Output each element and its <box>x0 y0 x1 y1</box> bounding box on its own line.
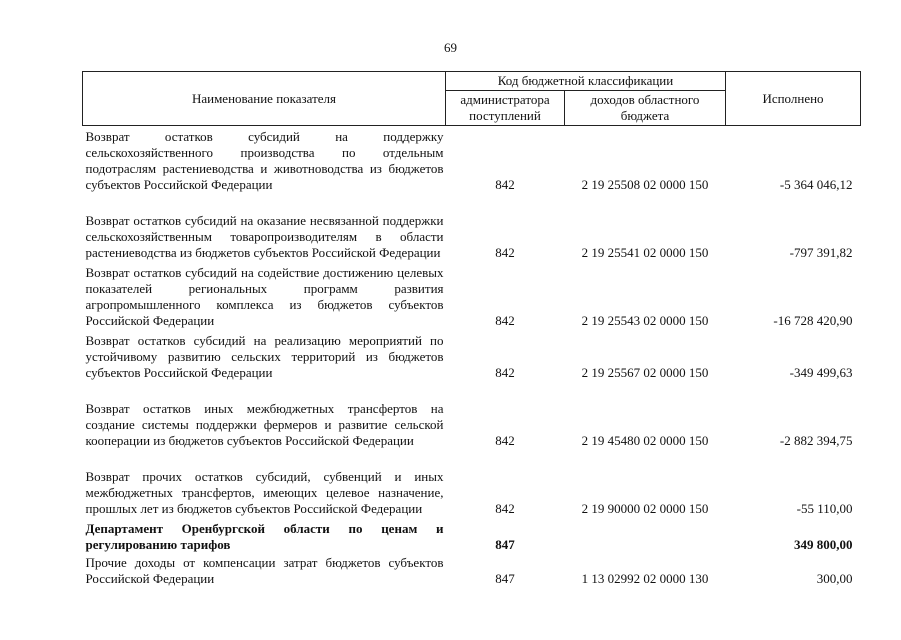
row-amount: -2 882 394,75 <box>779 432 853 448</box>
header-administrator: администратора поступлений <box>446 91 565 126</box>
table-body <box>83 126 861 588</box>
row-administrator-code: 842 <box>495 364 515 380</box>
row-name: Прочие доходы от компенсации затрат бюджетов субъектов Российской Федерации <box>85 554 444 586</box>
table-row <box>83 518 861 554</box>
row-name: Возврат остатков иных межбюджетных трансфертов на создание системы поддержки фермеров и развитие сельской кооперации из бюджетов субъектов Российской Федерации <box>85 400 444 448</box>
header-executed: Исполнено <box>726 72 861 126</box>
row-administrator-code: 842 <box>495 176 515 192</box>
row-income-code <box>565 518 726 554</box>
table-row <box>83 330 861 382</box>
row-income-code: 2 19 90000 02 0000 150 <box>581 500 709 516</box>
row-income-code: 2 19 25508 02 0000 150 <box>581 176 709 192</box>
header-name: Наименование показателя <box>83 72 446 126</box>
budget-table <box>82 71 861 588</box>
row-administrator-code: 847 <box>495 570 515 586</box>
row-administrator-code: 842 <box>495 312 515 328</box>
row-administrator-code: 842 <box>495 432 515 448</box>
row-amount: -55 110,00 <box>796 500 853 516</box>
row-name: Возврат остатков субсидий на реализацию мероприятий по устойчивому развитию сельских территорий из бюджетов субъектов Российской Федерации <box>85 332 444 380</box>
row-amount: -5 364 046,12 <box>779 176 853 192</box>
row-name: Возврат прочих остатков субсидий, субвенций и иных межбюджетных трансфертов, имеющих целевое назначение, прошлых лет из бюджетов субъектов Российской Федерации <box>85 468 444 516</box>
table-row <box>83 262 861 330</box>
page-number: 69 <box>444 40 457 55</box>
table-row <box>83 382 861 450</box>
table-row <box>83 554 861 588</box>
table-header <box>83 72 861 126</box>
row-amount: 300,00 <box>816 570 853 586</box>
row-income-code: 1 13 02992 02 0000 130 <box>581 570 709 586</box>
row-amount: -349 499,63 <box>789 364 853 380</box>
row-amount: 349 800,00 <box>794 536 853 552</box>
row-amount: -797 391,82 <box>789 244 853 260</box>
row-administrator-code: 842 <box>495 244 515 260</box>
row-administrator-code: 847 <box>495 536 515 552</box>
header-income: доходов областного бюджета <box>565 91 726 126</box>
row-name: Возврат остатков субсидий на оказание несвязанной поддержки сельскохозяйственным товаропроизводителям в области растениеводства из бюджетов субъектов Российской Федерации <box>85 212 444 260</box>
row-income-code: 2 19 25541 02 0000 150 <box>581 244 709 260</box>
row-income-code: 2 19 25567 02 0000 150 <box>581 364 709 380</box>
row-name: Департамент Оренбургской области по ценам и регулированию тарифов <box>85 520 444 552</box>
header-code-group: Код бюджетной классификации <box>446 72 726 91</box>
table-row <box>83 194 861 262</box>
table-row <box>83 126 861 194</box>
row-income-code: 2 19 25543 02 0000 150 <box>581 312 709 328</box>
table-row <box>83 450 861 518</box>
row-amount: -16 728 420,90 <box>773 312 853 328</box>
row-income-code: 2 19 45480 02 0000 150 <box>581 432 709 448</box>
row-name: Возврат остатков субсидий на содействие достижению целевых показателей региональных программ развития агропромышленного комплекса из бюджетов субъектов Российской Федерации <box>85 264 444 328</box>
row-name: Возврат остатков субсидий на поддержку сельскохозяйственного производства по отдельным подотраслям растениеводства и животноводства из бюджетов субъектов Российской Федерации <box>85 128 444 192</box>
row-administrator-code: 842 <box>495 500 515 516</box>
